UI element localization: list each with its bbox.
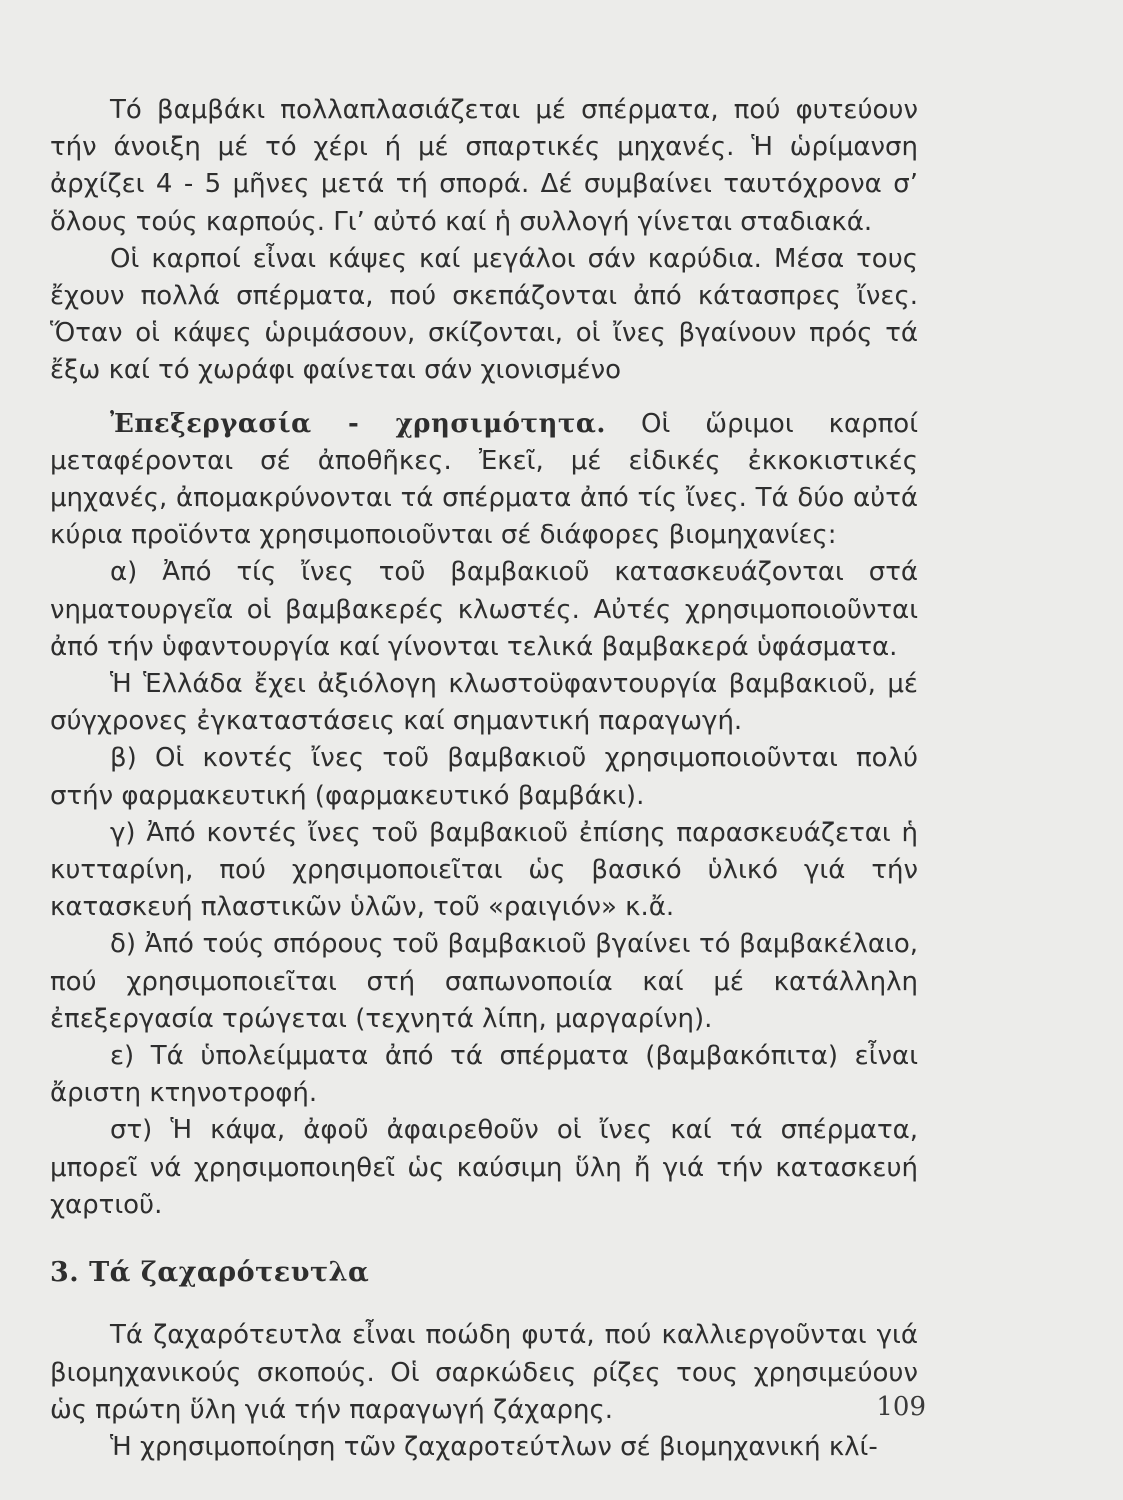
use-item-a: α) Ἀπό τίς ἴνες τοῦ βαμβακιοῦ κατασκευάζονται στά νηματουργεῖα οἱ βαμβακερές κλωστές. Αὐτές χρησιμοποιοῦνται ἀπό τήν ὑφαντουργία καί γίνονται τελικά βαμβακερά ὑφάσματα.	[50, 557, 918, 662]
use-item-e: ε) Τά ὑπολείμματα ἀπό τά σπέρματα (βαμβακόπιτα) εἶναι ἄριστη κτηνοτροφή.	[50, 1041, 918, 1109]
paragraph-sugar-beets-use: Ἡ χρησιμοποίηση τῶν ζαχαροτεύτλων σέ βιομηχανική κλί-	[110, 1431, 878, 1462]
body-text	[50, 92, 918, 1466]
paragraph-cotton-fruits: Οἱ καρποί εἶναι κάψες καί μεγάλοι σάν καρύδια. Μέσα τους ἔχουν πολλά σπέρματα, πού σκεπάζονται ἀπό κάτασπρες ἴνες. Ὅταν οἱ κάψες ὡριμάσουν, σκίζονται, οἱ ἴνες βγαίνουν πρός τά ἔξω καί τό χωράφι φαίνεται σάν χιονισμένο	[50, 243, 918, 386]
use-item-d: δ) Ἀπό τούς σπόρους τοῦ βαμβακιοῦ βγαίνει τό βαμβακέλαιο, πού χρησιμοποιεῖται στή σαπωνοποιία καί μέ κατάλληλη ἐπεξεργασία τρώγεται (τεχνητά λίπη, μαργαρίνη).	[50, 929, 918, 1034]
use-item-st: στ) Ἡ κάψα, ἀφοῦ ἀφαιρεθοῦν οἱ ἴνες καί τά σπέρματα, μπορεῖ νά χρησιμοποιηθεῖ ὡς καύσιμη ὕλη ἤ γιά τήν κατασκευή χαρτιοῦ.	[50, 1115, 918, 1220]
use-note-greece: Ἡ Ἑλλάδα ἔχει ἀξιόλογη κλωστοϋφαντουργία βαμβακιοῦ, μέ σύγχρονες ἐγκαταστάσεις καί σημαντική παραγωγή.	[50, 669, 918, 737]
paragraph-processing	[50, 406, 918, 555]
processing-heading: Ἐπεξεργασία - χρησιμότητα.	[110, 408, 606, 439]
use-item-b: β) Οἱ κοντές ἴνες τοῦ βαμβακιοῦ χρησιμοποιοῦνται πολύ στήν φαρμακευτική (φαρμακευτικό βαμβάκι).	[50, 743, 918, 811]
use-item-c: γ) Ἀπό κοντές ἴνες τοῦ βαμβακιοῦ ἐπίσης παρασκευάζεται ἡ κυτταρίνη, πού χρησιμοποιεῖται ὡς βασικό ὑλικό γιά τήν κατασκευή πλαστικῶν ὑλῶν, τοῦ «ραιγιόν» κ.ἄ.	[50, 817, 918, 923]
paragraph-sugar-beets: Τά ζαχαρότευτλα εἶναι ποώδη φυτά, πού καλλιεργοῦνται γιά βιομηχανικούς σκοπούς. Οἱ σαρκώδεις ρίζες τους χρησιμεύουν ὡς πρώτη ὕλη γιά τήν παραγωγή ζάχαρης.	[50, 1320, 918, 1425]
processing-text: Οἱ ὥριμοι καρποί μεταφέρονται σέ ἀποθῆκες. Ἐκεῖ, μέ εἰδικές ἐκκοκιστικές μηχανές, ἀπομακρύνονται τά σπέρματα ἀπό τίς ἴνες. Τά δύο αὐτά κύρια προϊόντα χρησιμοποιοῦνται σέ διάφορες βιομηχανίες:	[50, 408, 918, 551]
paragraph-cotton-propagation: Τό βαμβάκι πολλαπλασιάζεται μέ σπέρματα, πού φυτεύουν τήν άνοιξη μέ τό χέρι ή μέ σπαρτικές μηχανές. Ἡ ὡρίμανση ἀρχίζει 4 - 5 μῆνες μετά τή σπορά. Δέ συμβαίνει ταυτόχρονα σ’ ὅλους τούς καρπούς. Γι’ αὐτό καί ἡ συλλογή γίνεται σταδιακά.	[50, 95, 918, 237]
page-number: 109	[876, 1392, 926, 1422]
section-heading-sugar-beets: 3. Τά ζαχαρότευτλα	[50, 1257, 370, 1289]
